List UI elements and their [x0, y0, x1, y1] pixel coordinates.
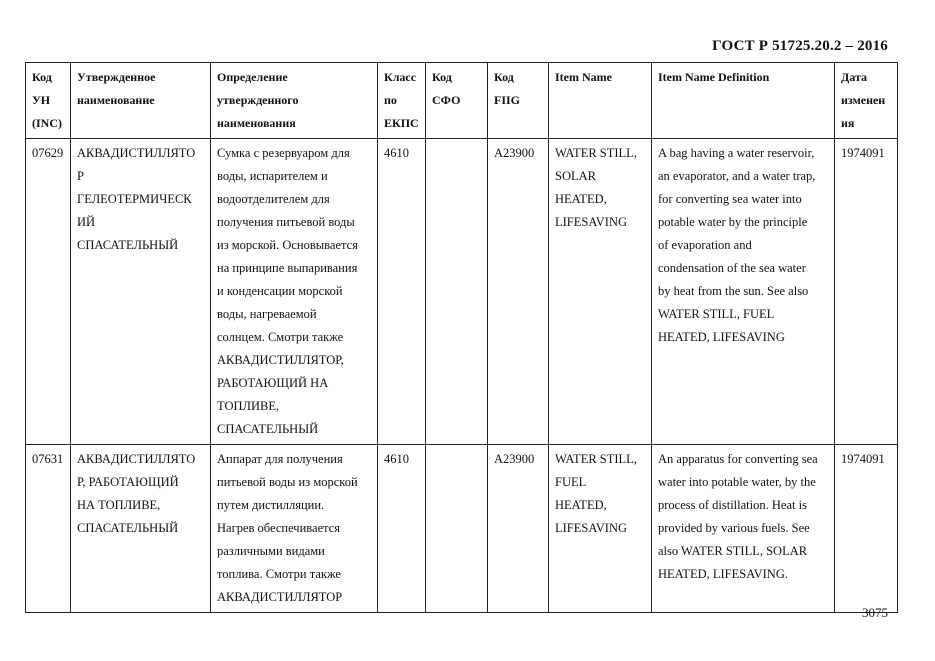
header-sfo-code: Код СФО [426, 63, 488, 139]
cell-class: 4610 [378, 139, 426, 445]
cell-definition: Сумка с резервуаром для воды, испарителем и водоотделителем для получения питьевой воды из морской. Основывается на принципе выпаривания и конденсации морской воды, нагреваемой солнцем. Смотри также АКВАДИСТИЛЛЯТОР, РАБОТАЮЩИЙ НА ТОПЛИВЕ, СПАСАТЕЛЬНЫЙ [211, 139, 378, 445]
cell-sfo-code [426, 139, 488, 445]
header-class: Класс по ЕКПС [378, 63, 426, 139]
table-row [26, 139, 898, 445]
header-item-definition: Item Name Definition [652, 63, 835, 139]
standard-designation: ГОСТ Р 51725.20.2 – 2016 [712, 38, 888, 54]
cell-item-definition: A bag having a water reservoir, an evaporator, and a water trap, for converting sea water into potable water by the principle of evaporation and condensation of the sea water by heat from the sun. See also WATER STILL, FUEL HEATED, LIFESAVING [652, 139, 835, 445]
cell-inc-code: 07631 [26, 445, 71, 613]
header-inc-code: Код УН (INC) [26, 63, 71, 139]
header-approved-name: Утвержденное наименование [71, 63, 211, 139]
catalog-table [25, 62, 898, 613]
table-row [26, 445, 898, 613]
table-header-row [26, 63, 898, 139]
cell-item-definition: An apparatus for converting sea water into potable water, by the process of distillation. Heat is provided by various fuels. See also WATER STILL, SOLAR HEATED, LIFESAVING. [652, 445, 835, 613]
cell-sfo-code [426, 445, 488, 613]
cell-fiig-code: A23900 [488, 445, 549, 613]
cell-fiig-code: A23900 [488, 139, 549, 445]
page-number: 3075 [862, 605, 888, 620]
header-definition: Определение утвержденного наименования [211, 63, 378, 139]
cell-definition: Аппарат для получения питьевой воды из морской путем дистилляции. Нагрев обеспечивается различными видами топлива. Смотри также АКВАДИСТИЛЛЯТОР [211, 445, 378, 613]
cell-item-name: WATER STILL, SOLAR HEATED, LIFESAVING [549, 139, 652, 445]
cell-inc-code: 07629 [26, 139, 71, 445]
cell-approved-name: АКВАДИСТИЛЛЯТО Р ГЕЛЕОТЕРМИЧЕСК ИЙ СПАСАТЕЛЬНЫЙ [71, 139, 211, 445]
header-change-date: Дата изменен ия [835, 63, 898, 139]
cell-change-date: 1974091 [835, 445, 898, 613]
header-item-name: Item Name [549, 63, 652, 139]
cell-approved-name: АКВАДИСТИЛЛЯТО Р, РАБОТАЮЩИЙ НА ТОПЛИВЕ, СПАСАТЕЛЬНЫЙ [71, 445, 211, 613]
cell-item-name: WATER STILL, FUEL HEATED, LIFESAVING [549, 445, 652, 613]
header-fiig-code: Код FIIG [488, 63, 549, 139]
cell-class: 4610 [378, 445, 426, 613]
cell-change-date: 1974091 [835, 139, 898, 445]
